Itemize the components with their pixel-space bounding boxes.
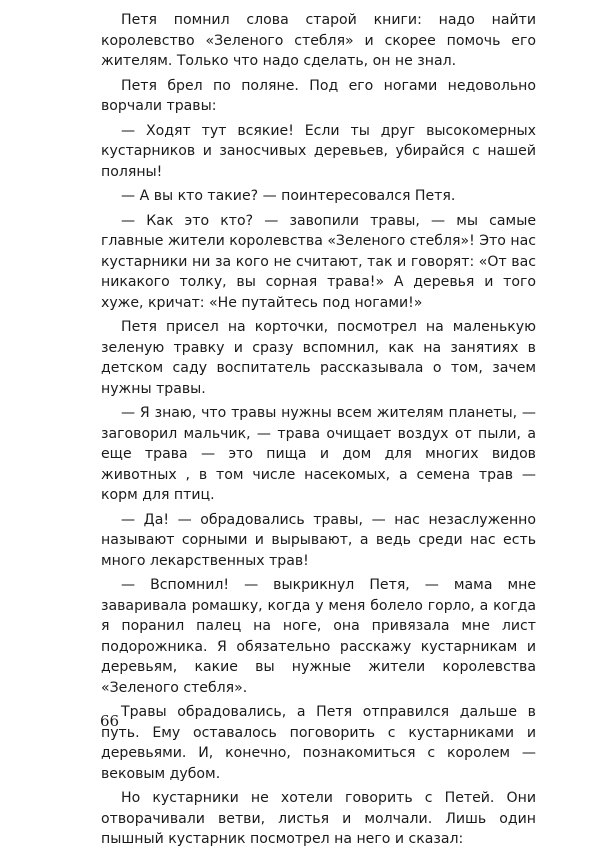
story-text	[101, 10, 536, 854]
paragraph-3: — Ходят тут всякие! Если ты друг высокомерных кустарников и заносчивых деревьев, убирайся с нашей поляны!	[101, 122, 536, 180]
paragraph-11: Но кустарники не хотели говорить с Петей. Они отворачивали ветви, листья и молчали. Лишь один пышный кустарник посмотрел на него и сказал:	[101, 790, 536, 847]
paragraph-5: — Как это кто? — завопили травы, — мы самые главные жители королевства «Зеленого стебля»! Это нас кустарники ни за кого не считают, так и говорят: «От вас никакого толку, вы сорная трава!» А деревья и того хуже, кричат: «Не путайтесь под ногами!»	[101, 212, 536, 311]
paragraph-7: — Я знаю, что травы нужны всем жителям планеты, — заговорил мальчик, — трава очищает воздух от пыли, а еще трава — это пища и дом для многих видов животных , в том числе насекомых, а семена трав — корм для птиц.	[101, 405, 536, 503]
paragraph-1: Петя помнил слова старой книги: надо найти королевство «Зеленого стебля» и скорее помочь его жителям. Только что надо сделать, он не знал.	[101, 12, 536, 69]
paragraph-2: Петя брел по поляне. Под его ногами недовольно ворчали травы:	[101, 77, 536, 114]
paragraph-6: Петя присел на корточки, посмотрел на маленькую зеленую травку и сразу вспомнил, как на занятиях в детском саду воспитатель рассказывала о том, зачем нужны травы.	[101, 319, 536, 397]
paragraph-9: — Вспомнил! — выкрикнул Петя, — мама мне заваривала ромашку, когда у меня болело горло, а когда я поранил палец на ноге, она привязала мне лист подорожника. Я обязательно расскажу кустарникам и деревьям, какие вы нужные жители королевства «Зеленого стебля».	[101, 577, 536, 696]
paragraph-10: Травы обрадовались, а Петя отправился дальше в путь. Ему оставалось поговорить с кустарниками и деревьями. И, конечно, познакомиться с королем — вековым дубом.	[101, 704, 536, 782]
paragraph-4: — А вы кто такие? — поинтересовался Петя.	[121, 188, 456, 204]
page-number: 66	[100, 712, 120, 730]
paragraph-8: — Да! — обрадовались травы, — нас незаслуженно называют сорными и вырывают, а ведь среди нас есть много лекарственных трав!	[101, 511, 536, 569]
